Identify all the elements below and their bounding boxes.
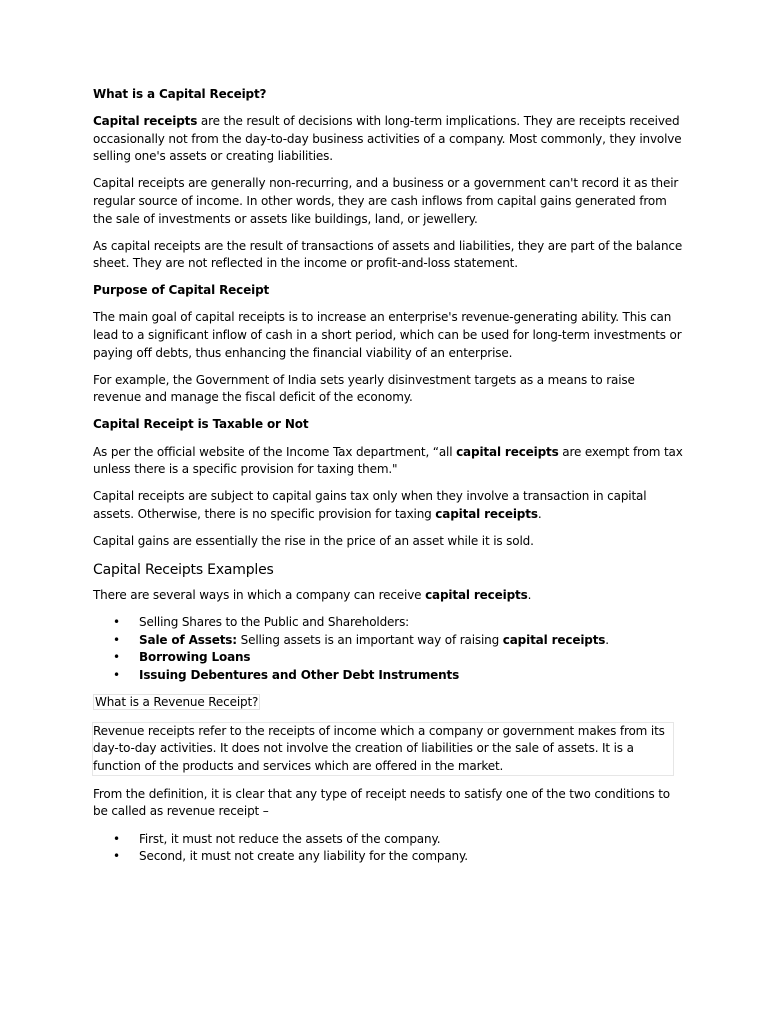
paragraph-non-recurring: Capital receipts are generally non-recurring, and a business or a government can't record it as their regular source of income. In other words, they are cash inflows from capital gains generated from the sale of investments or assets like buildings, land, or jewellery. bbox=[93, 176, 679, 226]
paragraph-capital-receipts-definition bbox=[93, 113, 683, 166]
list-item bbox=[93, 848, 683, 866]
list-item-text: First, it must not reduce the assets of the company. bbox=[139, 831, 441, 846]
paragraph-text: As per the official website of the Income Tax department, “all bbox=[93, 444, 457, 459]
heading-what-is-revenue-receipt bbox=[93, 694, 683, 712]
list-item bbox=[93, 667, 683, 685]
paragraph-balance-sheet: As capital receipts are the result of transactions of assets and liabilities, they are part of the balance sheet. They are not reflected in the income or profit-and-loss statement. bbox=[93, 238, 683, 271]
paragraph-main-goal: The main goal of capital receipts is to increase an enterprise's revenue-generating ability. This can lead to a significant inflow of cash in a short period, which can be used for long-term investments or paying off debts, thus enhancing the financial viability of an enterprise. bbox=[93, 310, 682, 360]
paragraph-capital-gains-definition: Capital gains are essentially the rise in the price of an asset while it is sold. bbox=[93, 533, 534, 548]
heading-what-is-capital-receipt: What is a Capital Receipt? bbox=[93, 87, 267, 101]
list-item bbox=[93, 649, 683, 667]
paragraph-two-conditions: From the definition, it is clear that any type of receipt needs to satisfy one of the two conditions to be called as revenue receipt – bbox=[93, 786, 670, 819]
list-item-text: Selling assets is an important way of raising bbox=[236, 632, 503, 647]
paragraph-text: There are several ways in which a company can receive bbox=[93, 587, 426, 602]
bold-term: Capital receipts bbox=[93, 114, 198, 129]
list-item-text: . bbox=[605, 632, 609, 647]
paragraph-several-ways bbox=[93, 587, 683, 605]
bullet-icon: • bbox=[113, 667, 120, 682]
list-item bbox=[93, 632, 683, 650]
bold-term: capital receipts bbox=[502, 632, 606, 647]
bullet-icon: • bbox=[113, 615, 120, 630]
boxed-text: What is a Revenue Receipt? bbox=[95, 695, 259, 710]
section-heading-capital-receipts-examples: Capital Receipts Examples bbox=[93, 561, 274, 578]
list-item-text: Issuing Debentures and Other Debt Instruments bbox=[139, 667, 460, 682]
conditions-bullet-list bbox=[93, 831, 683, 866]
document-page bbox=[93, 86, 683, 876]
bullet-icon: • bbox=[113, 632, 120, 647]
paragraph-text: Capital receipts are subject to capital gains tax only when they involve a transaction in capital assets. Otherwise, there is no specific provision for taxing bbox=[93, 489, 647, 521]
examples-bullet-list bbox=[93, 614, 683, 684]
paragraph-text: . bbox=[527, 587, 532, 602]
list-item bbox=[93, 831, 683, 849]
bullet-icon: • bbox=[113, 650, 120, 665]
paragraph-government-example: For example, the Government of India sets yearly disinvestment targets as a means to raise revenue and manage the fiscal deficit of the economy. bbox=[93, 372, 635, 405]
bold-term: capital receipts bbox=[435, 506, 538, 521]
bold-term: capital receipts bbox=[456, 444, 559, 459]
paragraph-text: are the result of decisions with long-term implications. They are receipts received occasionally not from the day-to-day business activities of a company. Most commonly, they involve selling one's assets or creating liabilities. bbox=[93, 114, 682, 164]
heading-taxable-or-not: Capital Receipt is Taxable or Not bbox=[93, 417, 309, 432]
list-item bbox=[93, 614, 683, 632]
list-item-text: Selling Shares to the Public and Shareholders: bbox=[139, 615, 410, 630]
paragraph-text: . bbox=[537, 506, 542, 521]
heading-purpose-of-capital-receipt: Purpose of Capital Receipt bbox=[93, 283, 270, 298]
bold-term: capital receipts bbox=[425, 587, 528, 602]
paragraph-income-tax-website bbox=[93, 444, 683, 479]
list-item-text: Second, it must not create any liability for the company. bbox=[139, 849, 468, 864]
list-item-text: Borrowing Loans bbox=[139, 650, 251, 665]
bullet-icon: • bbox=[113, 831, 120, 846]
paragraph-capital-gains-tax bbox=[93, 488, 683, 523]
bold-term: Sale of Assets: bbox=[139, 632, 237, 647]
bullet-icon: • bbox=[113, 849, 120, 864]
paragraph-revenue-receipts-definition: Revenue receipts refer to the receipts of income which a company or government makes from its day-to-day activities. It does not involve the creation of liabilities or the sale of assets. It is a function of the products and services which are offered in the market. bbox=[92, 722, 674, 777]
paragraph-text: are exempt from tax unless there is a specific provision for taxing them." bbox=[93, 444, 683, 477]
